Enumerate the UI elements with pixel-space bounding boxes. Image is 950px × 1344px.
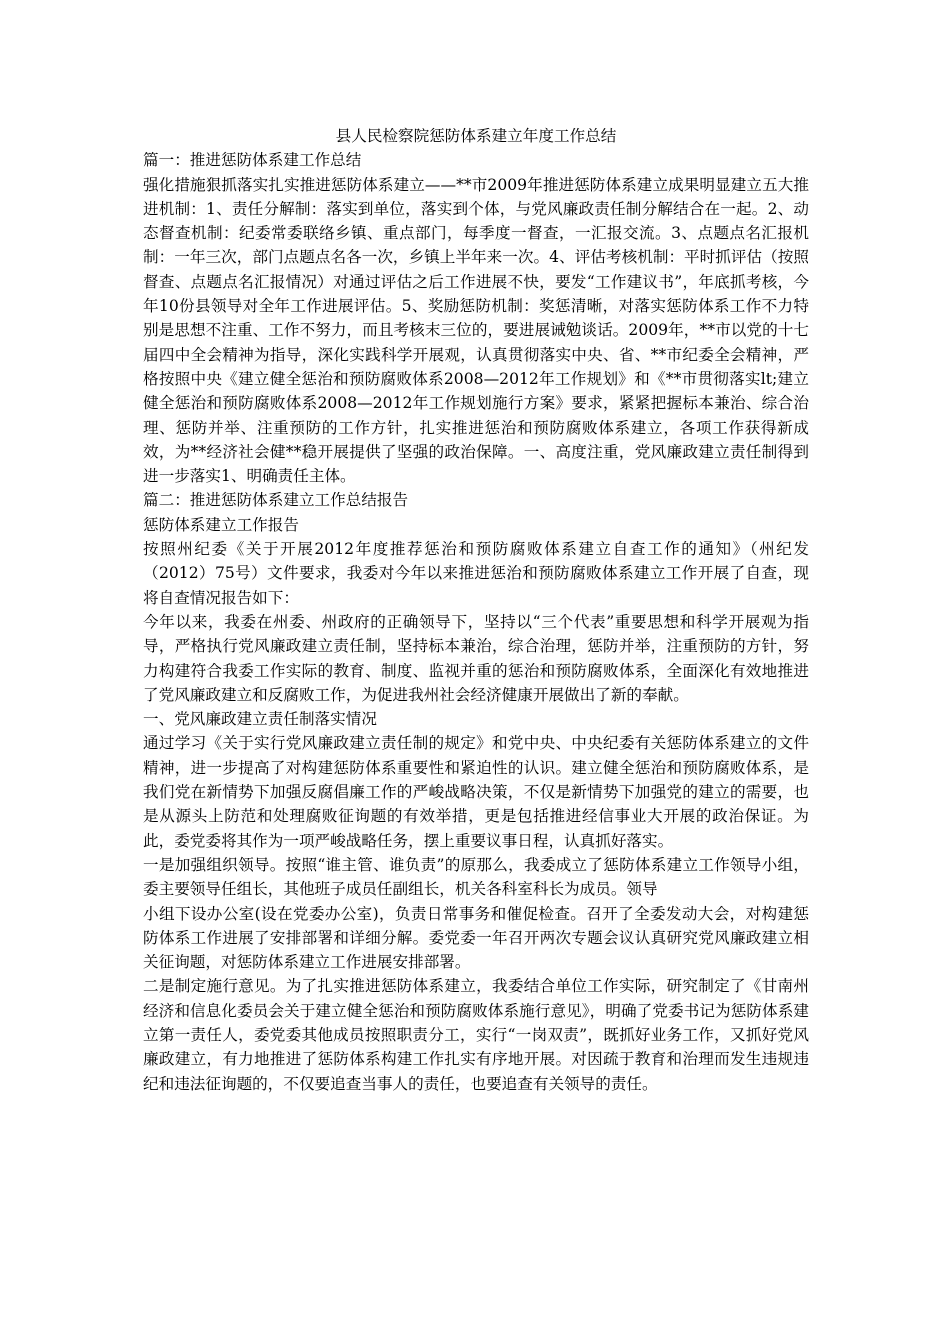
paragraph-part-two-heading: 篇二：推进惩防体系建立工作总结报告: [143, 491, 409, 510]
document-title: 县人民检察院惩防体系建立年度工作总结: [335, 127, 617, 145]
paragraph-part-one-heading: 篇一：推进惩防体系建工作总结: [143, 151, 362, 170]
document-page: [143, 124, 809, 1096]
paragraph-part-one-body: 强化措施狠抓落实扎实推进惩防体系建立——**市2009年推进惩防体系建立成果明显建立五大推进机制：1、责任分解制：落实到单位，落实到个体，与党风廉政责任制分解结合在一起。2、动态督查机制：纪委常委联络乡镇、重点部门，每季度一督查，一汇报交流。3、点题点名汇报机制：一年三次，部门点题点名各一次，乡镇上半年来一次。4、评估考核机制：平时抓评估（按照督查、点题点名汇报情况）对通过评估之后工作进展不快，要发“工作建议书”，年底抓考核，今年10份县领导对全年工作进展评估。5、奖励惩防机制：奖惩清晰，对落实惩防体系工作不力特别是思想不注重、工作不努力，而且考核末三位的，要进展诫勉谈话。2009年，**市以党的十七届四中全会精神为指导，深化实践科学开展观，认真贯彻落实中央、省、**市纪委全会精神，严格按照中央《建立健全惩治和预防腐败体系2008—2012年工作规划》和《**市贯彻落实lt;建立健全惩治和预防腐败体系2008—2012年工作规划施行方案》要求，紧紧把握标本兼治、综合治理、惩防并举、注重预防的工作方针，扎实推进惩治和预防腐败体系建立，各项工作获得新成效，为**经济社会健**稳开展提供了坚强的政治保障。一、高度注重，党风廉政建立责任制得到进一步落实1、明确责任主体。: [143, 175, 809, 486]
paragraph-point-two: 二是制定施行意见。为了扎实推进惩防体系建立，我委结合单位工作实际，研究制定了《甘南州经济和信息化委员会关于建立健全惩治和预防腐败体系施行意见》，明确了党委书记为惩防体系建立第一责任人，委党委其他成员按照职责分工，实行“一岗双责”，既抓好业务工作，又抓好党风廉政建立，有力地推进了惩防体系构建工作扎实有序地开展。对因疏于教育和治理而发生违规违纪和违法征询题的，不仅要追查当事人的责任，也要追查有关领导的责任。: [143, 977, 809, 1093]
paragraph-report-overview: 今年以来，我委在州委、州政府的正确领导下，坚持以“三个代表”重要思想和科学开展观为指导，严格执行党风廉政建立责任制，坚持标本兼治，综合治理，惩防并举，注重预防的方针，努力构建符合我委工作实际的教育、制度、监视并重的惩治和预防腐败体系，全面深化有效地推进了党风廉政建立和反腐败工作，为促进我州社会经济健康开展做出了新的奉献。: [143, 612, 809, 704]
paragraph-report-intro: 按照州纪委《关于开展2012年度推荐惩治和预防腐败体系建立自查工作的通知》（州纪发（2012）75号）文件要求，我委对今年以来推进惩治和预防腐败体系建立工作开展了自查，现将自查情况报告如下：: [143, 540, 809, 607]
paragraph-section-one-heading: 一、党风廉政建立责任制落实情况: [143, 710, 377, 729]
paragraph-section-one-body: 通过学习《关于实行党风廉政建立责任制的规定》和党中央、中央纪委有关惩防体系建立的文件精神，进一步提高了对构建惩防体系重要性和紧迫性的认识。建立健全惩治和预防腐败体系，是我们党在新情势下加强反腐倡廉工作的严峻战略决策，不仅是新情势下加强党的建立的需要，也是从源头上防范和处理腐败征询题的有效举措，更是包括推进经信事业大开展的政治保证。为此，委党委将其作为一项严峻战略任务，摆上重要议事日程，认真抓好落实。: [143, 734, 809, 850]
paragraph-report-heading: 惩防体系建立工作报告: [143, 515, 299, 534]
paragraph-point-one-continued: 小组下设办公室(设在党委办公室)，负责日常事务和催促检查。召开了全委发动大会，对构建惩防体系工作进展了安排部署和详细分解。委党委一年召开两次专题会议认真研究党风廉政建立相关征询题，对惩防体系建立工作进展安排部署。: [143, 904, 809, 972]
paragraph-point-one: 一是加强组织领导。按照“谁主管、谁负责”的原那么，我委成立了惩防体系建立工作领导小组，委主要领导任组长，其他班子成员任副组长，机关各科室科长为成员。领导: [143, 855, 809, 899]
